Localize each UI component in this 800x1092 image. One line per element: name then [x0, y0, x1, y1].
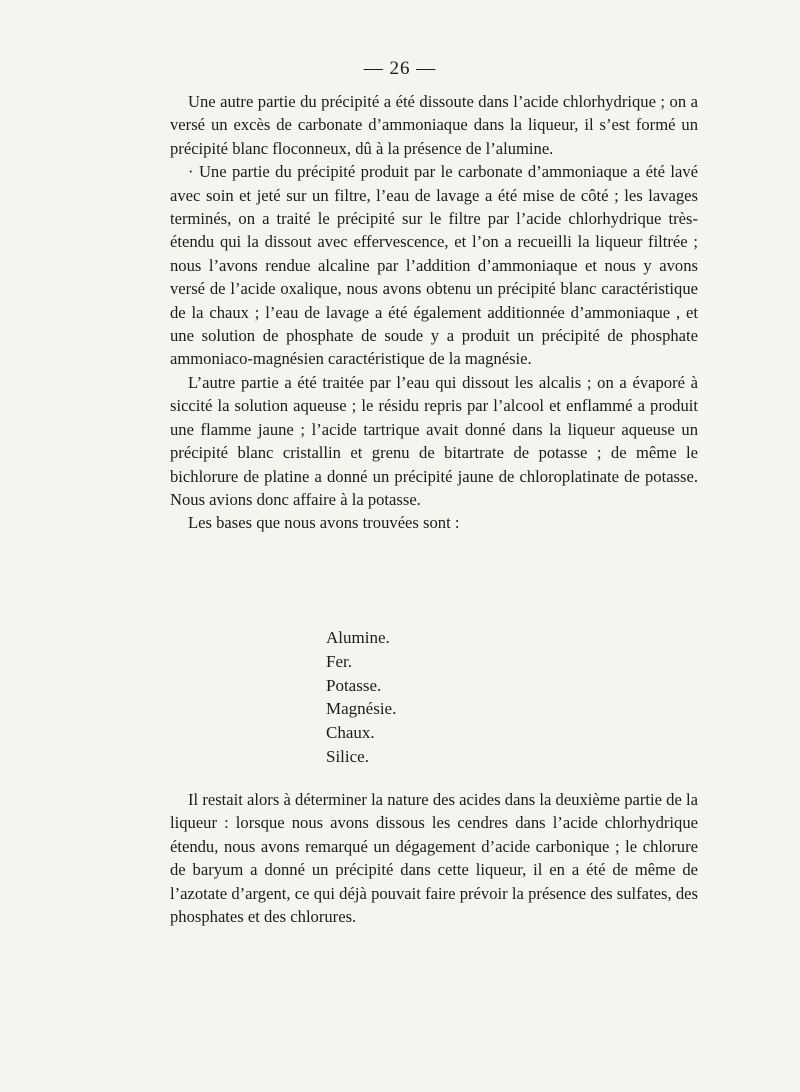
- list-item: Potasse.: [326, 675, 382, 695]
- paragraph-potasse: L’autre partie a été traitée par l’eau qui dissout les alcalis ; on a évaporé à siccité la solution aqueuse ; le résidu repris par l’alcool et enflammé a produit une flamme jaune ; l’acide tartrique avait donné dans la liqueur aqueuse un précipité blanc cristallin et grenu de bitartrate de potasse ; de même le bichlorure de platine a donné un précipité jaune de chloroplatinate de potasse. Nous avions donc affaire à la potasse.: [170, 372, 698, 509]
- paragraph-acides: Il restait alors à déterminer la nature des acides dans la deuxième partie de la liqueur : lorsque nous avons dissous les cendres dans l’acide chlorhydrique étendu, nous avons remarqué un dégagement d’acide carbonique ; le chlorure de baryum a donné un précipité dans cette liqueur, il en a été de même de l’azotate d’argent, ce qui déjà pouvait faire prévoir la présence des sulfates, des phosphates et des chlorures.: [170, 790, 698, 927]
- list-item: Silice.: [326, 746, 369, 766]
- list-item: Fer.: [326, 651, 352, 671]
- main-text: [170, 90, 698, 535]
- paragraph-chaux-magnesie: · Une partie du précipité produit par le carbonate d’ammoniaque a été lavé avec soin et jeté sur un filtre, l’eau de lavage a été mise de côté ; les lavages terminés, on a traité le précipité sur le filtre par l’acide chlorhydrique très-étendu qui la dissout avec effervescence, et l’on a recueilli la liqueur filtrée ; nous l’avons rendue alcaline par l’addition d’ammoniaque et nous y avons versé de l’acide oxalique, nous avons obtenu un précipité blanc caractéristique de la chaux ; l’eau de lavage a été également additionnée d’ammoniaque , et une solution de phosphate de soude y a produit un précipité de phosphate ammoniaco-magnésien caractéristique de la magnésie.: [170, 162, 698, 369]
- list-item: Chaux.: [326, 723, 375, 743]
- paragraph-alumine: Une autre partie du précipité a été dissoute dans l’acide chlorhydrique ; on a versé un excès de carbonate d’ammoniaque dans la liqueur, il s’est formé un précipité blanc floconneux, dû à la présence de l’alumine.: [170, 92, 698, 158]
- closing-text: [170, 788, 698, 928]
- paragraph-bases-intro: Les bases que nous avons trouvées sont :: [188, 513, 460, 533]
- list-item: Alumine.: [326, 628, 390, 647]
- page-number: — 26 —: [363, 58, 437, 79]
- bases-list: [326, 626, 396, 769]
- list-item: Magnésie.: [326, 699, 397, 719]
